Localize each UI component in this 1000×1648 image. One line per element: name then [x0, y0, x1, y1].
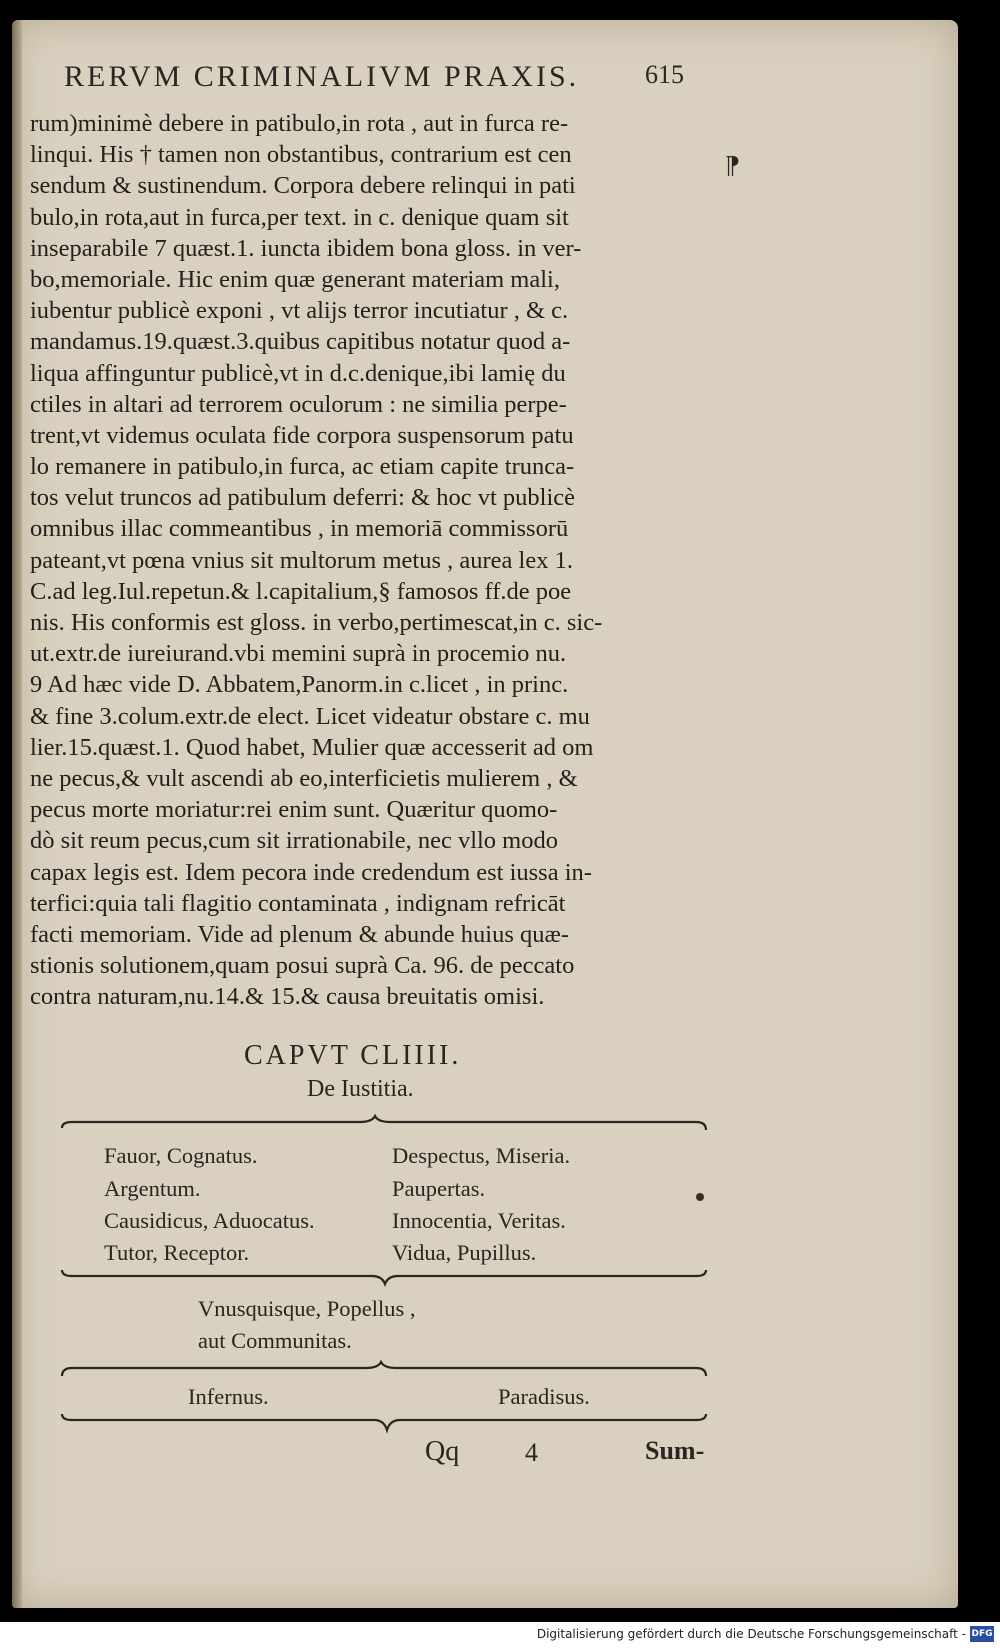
text-line: linqui. His † tamen non obstantibus, contrarium est cen	[30, 141, 572, 169]
page-spine-edge	[12, 20, 22, 1608]
table-middle-1: Vnusquisque, Popellus ,	[198, 1296, 416, 1321]
text-line: ne pecus,& vult ascendi ab eo,interficietis mulierem , &	[30, 764, 578, 792]
table-right-1: Despectus, Miseria.	[392, 1143, 571, 1168]
text-line: & fine 3.colum.extr.de elect. Licet videatur obstare c. mu	[30, 702, 590, 730]
brace-lower-top	[60, 1360, 710, 1380]
text-line: lo remanere in patibulo,in furca, ac etiam capite trunca-	[30, 453, 575, 481]
text-line: capax legis est. Idem pecora inde credendum est iussa in-	[30, 858, 592, 886]
text-line: contra naturam,nu.14.& 15.& causa breuitatis omisi.	[30, 983, 545, 1011]
text-line: inseparabile 7 quæst.1. iuncta ibidem bona gloss. in ver-	[30, 234, 582, 262]
text-line: dò sit reum pecus,cum sit irrationabile, nec vllo modo	[30, 827, 558, 855]
signature-mark: Qq	[425, 1436, 460, 1467]
chapter-subtitle: De Iustitia.	[307, 1076, 414, 1102]
running-head	[54, 60, 684, 104]
text-line: bo,memoriale. Hic enim quæ generant materiam mali,	[30, 265, 560, 293]
brace-middle	[60, 1268, 710, 1288]
table-bottom-right: Paradisus.	[498, 1384, 590, 1409]
text-line: pecus morte moriatur:rei enim sunt. Quæritur quomo-	[30, 796, 558, 824]
text-line: nis. His conformis est gloss. in verbo,pertimescat,in c. sic-	[30, 609, 603, 636]
text-line: bulo,in rota,aut in furca,per text. in c. denique quam sit	[30, 203, 569, 231]
table-right-2: Paupertas.	[392, 1176, 486, 1201]
text-line: lier.15.quæst.1. Quod habet, Mulier quæ accesserit ad om	[30, 733, 594, 761]
body-text	[30, 108, 700, 1012]
text-line: iubentur publicè exponi , vt alijs terror incutiatur , & c.	[30, 297, 569, 325]
table-right-3: Innocentia, Veritas.	[392, 1208, 566, 1233]
text-line: sendum & sustinendum. Corpora debere relinqui in pati	[30, 172, 576, 200]
text-line: omnibus illac commeantibus , in memoriā commissorū	[30, 515, 569, 543]
footer-credit: Digitalisierung gefördert durch die Deutsche Forschungsgemeinschaft -	[536, 1627, 966, 1641]
text-line: 9 Ad hæc vide D. Abbatem,Panorm.in c.licet , in princ.	[30, 671, 569, 699]
table-left-4: Tutor, Receptor.	[104, 1240, 250, 1265]
text-line: liqua affinguntur publicè,vt in d.c.denique,ibi lamię du	[30, 359, 566, 387]
dfg-logo: DFG	[970, 1626, 994, 1642]
chapter-title: CAPVT CLIIII.	[244, 1040, 462, 1071]
folio-number: 615	[645, 60, 684, 89]
text-line: pateant,vt pœna vnius sit multorum metus , aurea lex 1.	[30, 546, 573, 574]
table-left-1: Fauor, Cognatus.	[104, 1143, 258, 1168]
text-line: trent,vt videmus oculata fide corpora suspensorum patu	[30, 421, 574, 449]
text-line: facti memoriam. Vide ad plenum & abunde huius quæ-	[30, 920, 569, 948]
table-middle-2: aut Communitas.	[198, 1328, 352, 1353]
text-line: ctiles in altari ad terrorem oculorum : ne similia perpe-	[30, 390, 567, 418]
text-line: ut.extr.de iureiurand.vbi memini suprà in procemio nu.	[30, 640, 567, 668]
catchword: Sum-	[645, 1436, 705, 1465]
signature-number: 4	[525, 1438, 538, 1467]
table-bottom-left: Infernus.	[188, 1384, 269, 1409]
ink-spot	[696, 1193, 704, 1201]
brace-bottom	[60, 1412, 710, 1434]
digitization-footer	[0, 1622, 1000, 1648]
running-title: RERVM CRIMINALIVM PRAXIS.	[64, 60, 580, 93]
table-right-4: Vidua, Pupillus.	[392, 1240, 537, 1265]
text-line: stionis solutionem,quam posui suprà Ca. 96. de peccato	[30, 952, 575, 980]
table-left-3: Causidicus, Aduocatus.	[104, 1208, 315, 1233]
table-left-2: Argentum.	[104, 1176, 201, 1201]
margin-mark: ⁋	[725, 152, 741, 180]
brace-top	[60, 1114, 710, 1134]
text-line: C.ad leg.Iul.repetun.& l.capitalium,§ famosos ff.de poe	[30, 577, 572, 605]
text-line: mandamus.19.quæst.3.quibus capitibus notatur quod a-	[30, 328, 571, 356]
text-line: rum)minimè debere in patibulo,in rota , aut in furca re-	[30, 110, 569, 137]
text-line: tos velut truncos ad patibulum deferri: & hoc vt publicè	[30, 484, 575, 512]
text-line: terfici:quia tali flagitio contaminata , indignam refricāt	[30, 889, 566, 917]
